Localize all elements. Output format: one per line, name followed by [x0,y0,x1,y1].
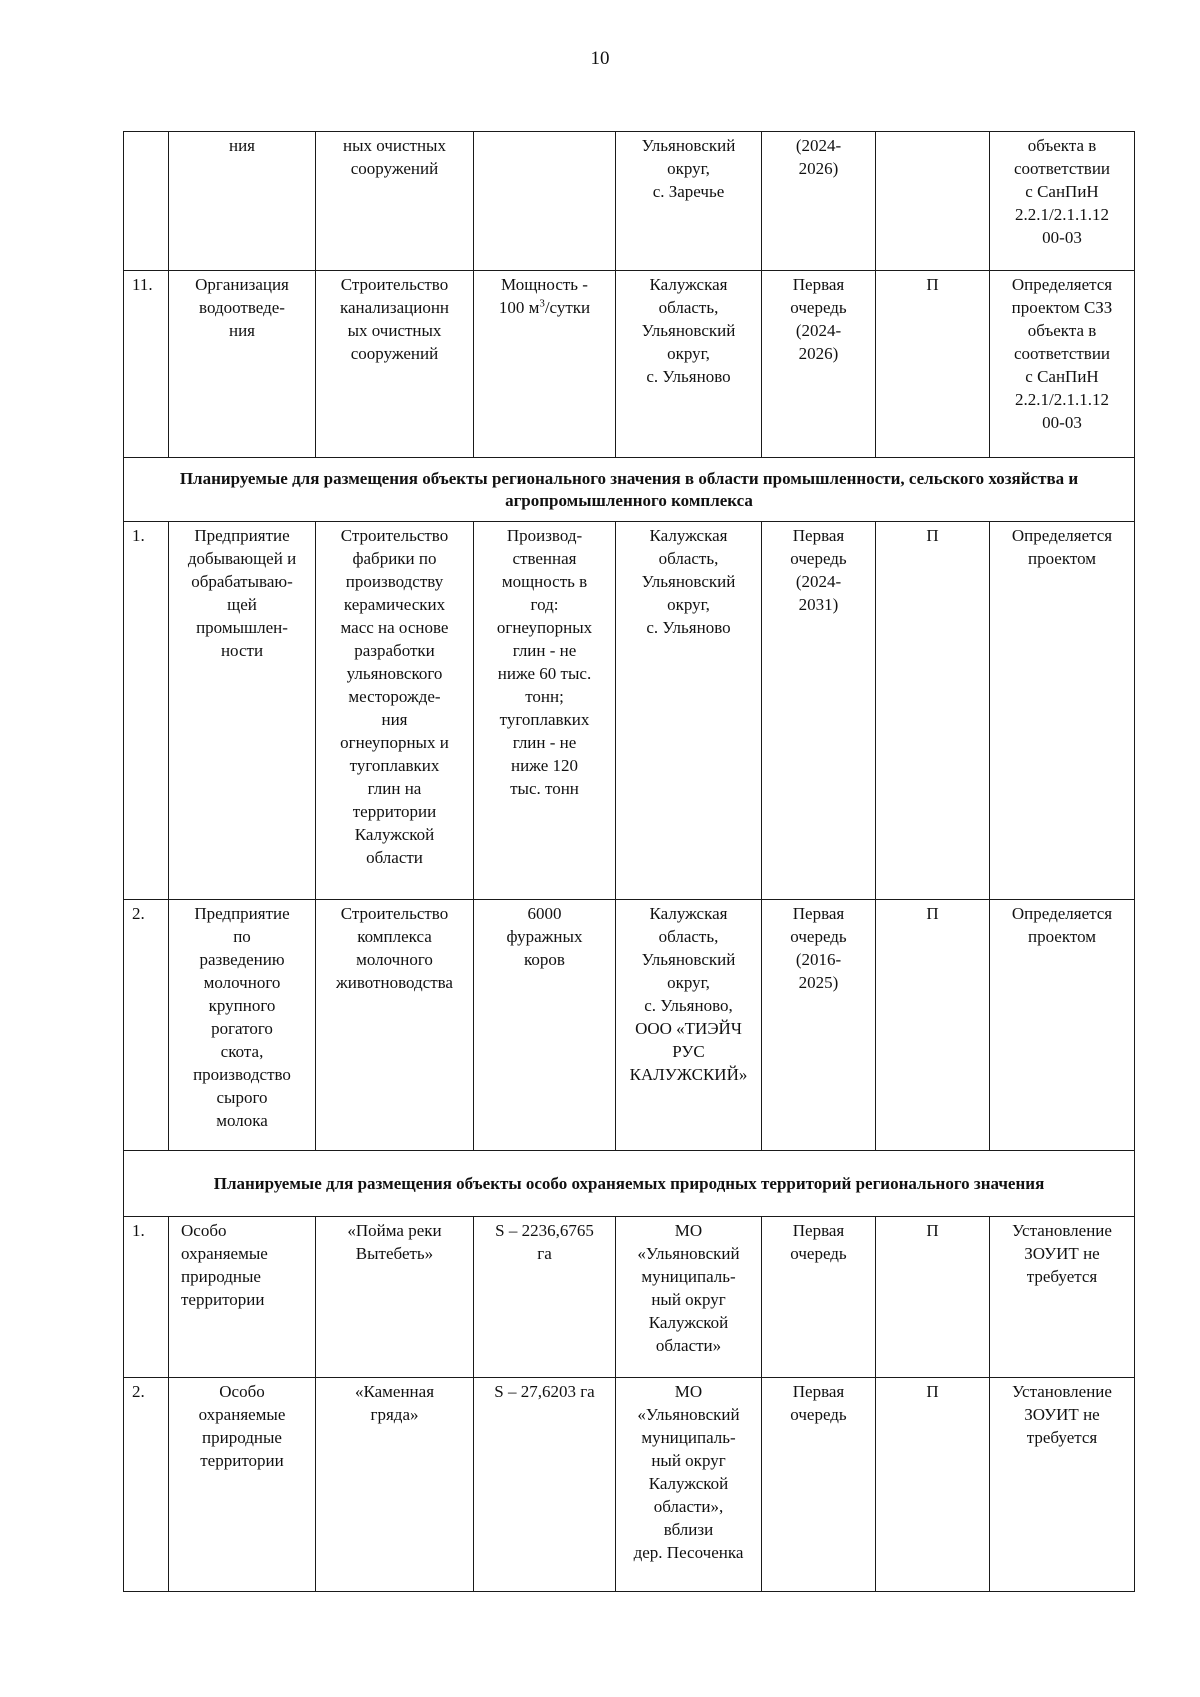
cell-num: 1. [124,522,169,900]
cell-location: Ульяновский округ, с. Заречье [616,132,762,271]
table-row [124,271,1135,458]
cell-status: П [876,1378,990,1592]
cell-stage: Первая очередь (2024- 2031) [762,522,876,900]
cell-num [124,132,169,271]
cell-name: ния [169,132,316,271]
cell-location: Калужская область, Ульяновский округ, с. Ульяново [616,271,762,458]
cell-name: Предприятие добывающей и обрабатываю- щей промышлен- ности [169,522,316,900]
cell-status [876,132,990,271]
cell-stage: Первая очередь (2024- 2026) [762,271,876,458]
table-row [124,1217,1135,1378]
section-heading-protected: Планируемые для размещения объекты особо охраняемых природных территорий регионального значения [124,1151,1135,1217]
cell-status: П [876,271,990,458]
cell-location: Калужская область, Ульяновский округ, с. Ульяново, ООО «ТИЭЙЧ РУС КАЛУЖСКИЙ» [616,900,762,1151]
cell-capacity [474,271,616,458]
cell-zone: Определяется проектом [990,900,1135,1151]
section-row [124,458,1135,522]
section-heading-industry: Планируемые для размещения объекты регионального значения в области промышленности, сельского хозяйства и агропромышленного комплекса [124,458,1135,522]
cell-type: «Каменная гряда» [316,1378,474,1592]
objects-table [123,131,1135,1592]
table-row [124,132,1135,271]
cell-stage: Первая очередь [762,1378,876,1592]
cell-zone: объекта в соответствии с СанПиН 2.2.1/2.1.1.12 00-03 [990,132,1135,271]
cell-zone: Установление ЗОУИТ не требуется [990,1378,1135,1592]
cell-num: 11. [124,271,169,458]
cell-num: 2. [124,1378,169,1592]
cell-location: МО «Ульяновский муниципаль- ный округ Калужской области», вблизи дер. Песоченка [616,1378,762,1592]
cell-location: МО «Ульяновский муниципаль- ный округ Калужской области» [616,1217,762,1378]
cell-capacity: 6000 фуражных коров [474,900,616,1151]
cell-type: Строительство фабрики по производству керамических масс на основе разработки ульяновского месторожде- ния огнеупорных и тугоплавких глин на территории Калужской области [316,522,474,900]
cell-num: 1. [124,1217,169,1378]
cell-name: Организация водоотведе- ния [169,271,316,458]
cell-num: 2. [124,900,169,1151]
cell-capacity: S – 27,6203 га [474,1378,616,1592]
cell-capacity [474,132,616,271]
cell-stage: (2024- 2026) [762,132,876,271]
cell-status: П [876,900,990,1151]
section-row [124,1151,1135,1217]
capacity-unit: /сутки [544,298,591,317]
cell-zone: Установление ЗОУИТ не требуется [990,1217,1135,1378]
cell-name: Особо охраняемые природные территории [169,1217,316,1378]
table-row [124,900,1135,1151]
table-row [124,1378,1135,1592]
cell-capacity: S – 2236,6765 га [474,1217,616,1378]
cell-type: ных очистных сооружений [316,132,474,271]
cell-location: Калужская область, Ульяновский округ, с. Ульяново [616,522,762,900]
cell-capacity: Производ- ственная мощность в год: огнеупорных глин - не ниже 60 тыс. тонн; тугоплавких глин - не ниже 120 тыс. тонн [474,522,616,900]
cell-name: Предприятие по разведению молочного крупного рогатого скота, производство сырого молока [169,900,316,1151]
cell-stage: Первая очередь [762,1217,876,1378]
cell-name: Особо охраняемые природные территории [169,1378,316,1592]
cell-type: Строительство канализационн ых очистных сооружений [316,271,474,458]
capacity-text: Мощность - 100 м [498,275,588,317]
cell-type: Строительство комплекса молочного животноводства [316,900,474,1151]
cell-zone: Определяется проектом СЗЗ объекта в соответствии с СанПиН 2.2.1/2.1.1.12 00-03 [990,271,1135,458]
cell-status: П [876,1217,990,1378]
table-row [124,522,1135,900]
cell-status: П [876,522,990,900]
cell-type: «Пойма реки Вытебеть» [316,1217,474,1378]
cell-zone: Определяется проектом [990,522,1135,900]
cell-stage: Первая очередь (2016- 2025) [762,900,876,1151]
page-number: 10 [590,48,610,69]
capacity-superscript: 3 [539,297,545,310]
